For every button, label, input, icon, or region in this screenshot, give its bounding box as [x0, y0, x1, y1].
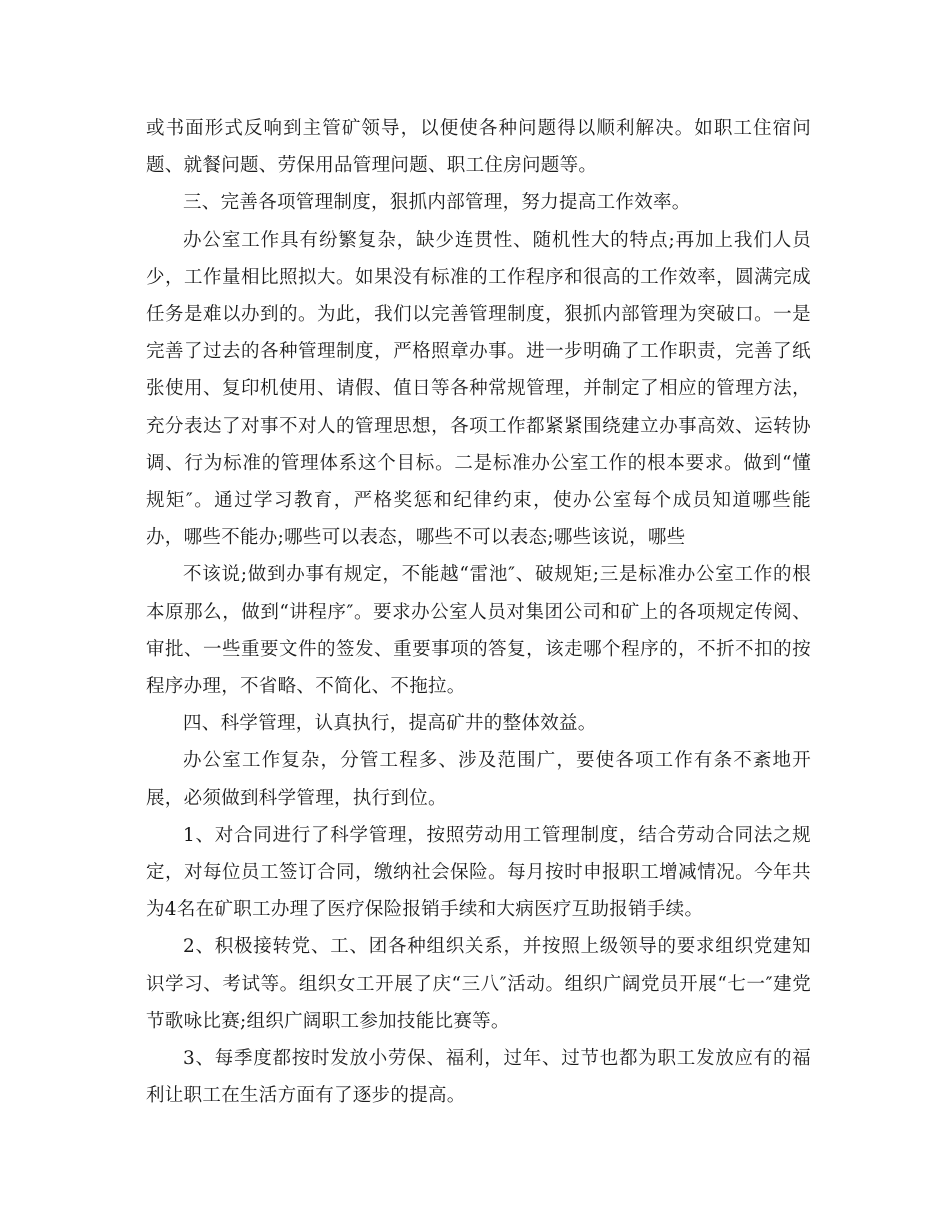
paragraph-procedures: 不该说;做到办事有规定，不能越“雷池″、破规矩;三是标准办公室工作的根本原那么，做到“讲程序″。要求办公室人员对集团公司和矿上的各项规定传阅、审批、一些重要文件的签发、重要事项的答复，该走哪个程序的，不折不扣的按程序办理，不省略、不简化、不拖拉。 [146, 564, 811, 698]
list-item-2: 2、积极接转党、工、团各种组织关系，并按照上级领导的要求组织党建知识学习、考试等。组织女工开展了庆“三八″活动。组织广阔党员开展“七一″建党节歌咏比赛;组织广阔职工参加技能比赛等。 [146, 936, 811, 1032]
section-heading-4: 四、科学管理，认真执行，提高矿井的整体效益。 [183, 713, 597, 735]
paragraph-continued: 或书面形式反响到主管矿领导，以便使各种问题得以顺利解决。如职工住宿问题、就餐问题、劳保用品管理问题、职工住房问题等。 [146, 118, 811, 177]
document-body [146, 110, 811, 1114]
paragraph-scientific-management: 办公室工作复杂，分管工程多、涉及范围广，要使各项工作有条不紊地开展，必须做到科学管理，执行到位。 [146, 750, 811, 809]
list-item-1: 1、对合同进行了科学管理，按照劳动用工管理制度，结合劳动合同法之规定，对每位员工签订合同，缴纳社会保险。每月按时申报职工增减情况。今年共为4名在矿职工办理了医疗保险报销手续和大病医疗互助报销手续。 [146, 824, 811, 921]
section-heading-3: 三、完善各项管理制度，狠抓内部管理，努力提高工作效率。 [183, 192, 691, 214]
paragraph-office-work: 办公室工作具有纷繁复杂，缺少连贯性、随机性大的特点;再加上我们人员少，工作量相比照拟大。如果没有标准的工作程序和很高的工作效率，圆满完成任务是难以办到的。为此，我们以完善管理制度，狠抓内部管理为突破口。一是完善了过去的各种管理制度，严格照章办事。进一步明确了工作职责，完善了纸张使用、复印机使用、请假、值日等各种常规管理，并制定了相应的管理方法，充分表达了对事不对人的管理思想，各项工作都紧紧围绕建立办事高效、运转协调、行为标准的管理体系这个目标。二是标准办公室工作的根本要求。做到“懂规矩″。通过学习教育，严格奖惩和纪律约束，使办公室每个成员知道哪些能办，哪些不能办;哪些可以表态，哪些不可以表态;哪些该说，哪些 [146, 229, 811, 549]
list-item-3: 3、每季度都按时发放小劳保、福利，过年、过节也都为职工发放应有的福利让职工在生活方面有了逐步的提高。 [146, 1048, 811, 1107]
